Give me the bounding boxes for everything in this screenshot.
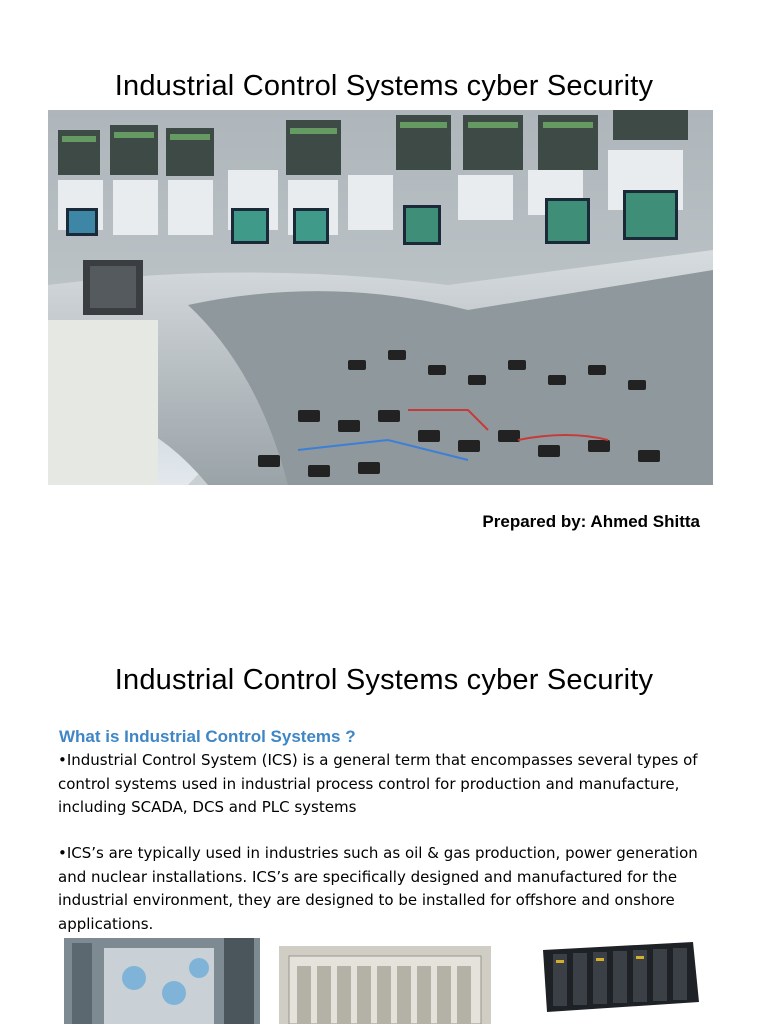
field-instruments-photo <box>64 938 260 1024</box>
dcs-rack-photo <box>279 946 491 1024</box>
field-instruments-illustration <box>64 938 260 1024</box>
section-question: What is Industrial Control Systems ? <box>59 727 356 746</box>
prepared-by: Prepared by: Ahmed Shitta <box>482 512 700 531</box>
slide-2-title: Industrial Control Systems cyber Security <box>114 664 654 696</box>
plc-module-photo <box>543 940 699 1012</box>
paragraph-ics-usage: •ICS’s are typically used in industries such as oil & gas production, power generation and nuclear installations. ICS’s are specifically designed and manufactured for the industrial environment, they are designed to be installed for offshore and onshore applications. <box>58 844 698 933</box>
control-room-photo <box>48 110 713 485</box>
plc-module-illustration <box>543 940 699 1012</box>
paragraph-ics-definition: •Industrial Control System (ICS) is a general term that encompasses several types of control systems used in industrial process control for production and manufacture, including SCADA, DCS and PLC systems <box>58 751 698 816</box>
slide-1-title: Industrial Control Systems cyber Security <box>114 70 654 102</box>
control-room-illustration <box>48 110 713 485</box>
dcs-rack-illustration <box>279 946 491 1024</box>
